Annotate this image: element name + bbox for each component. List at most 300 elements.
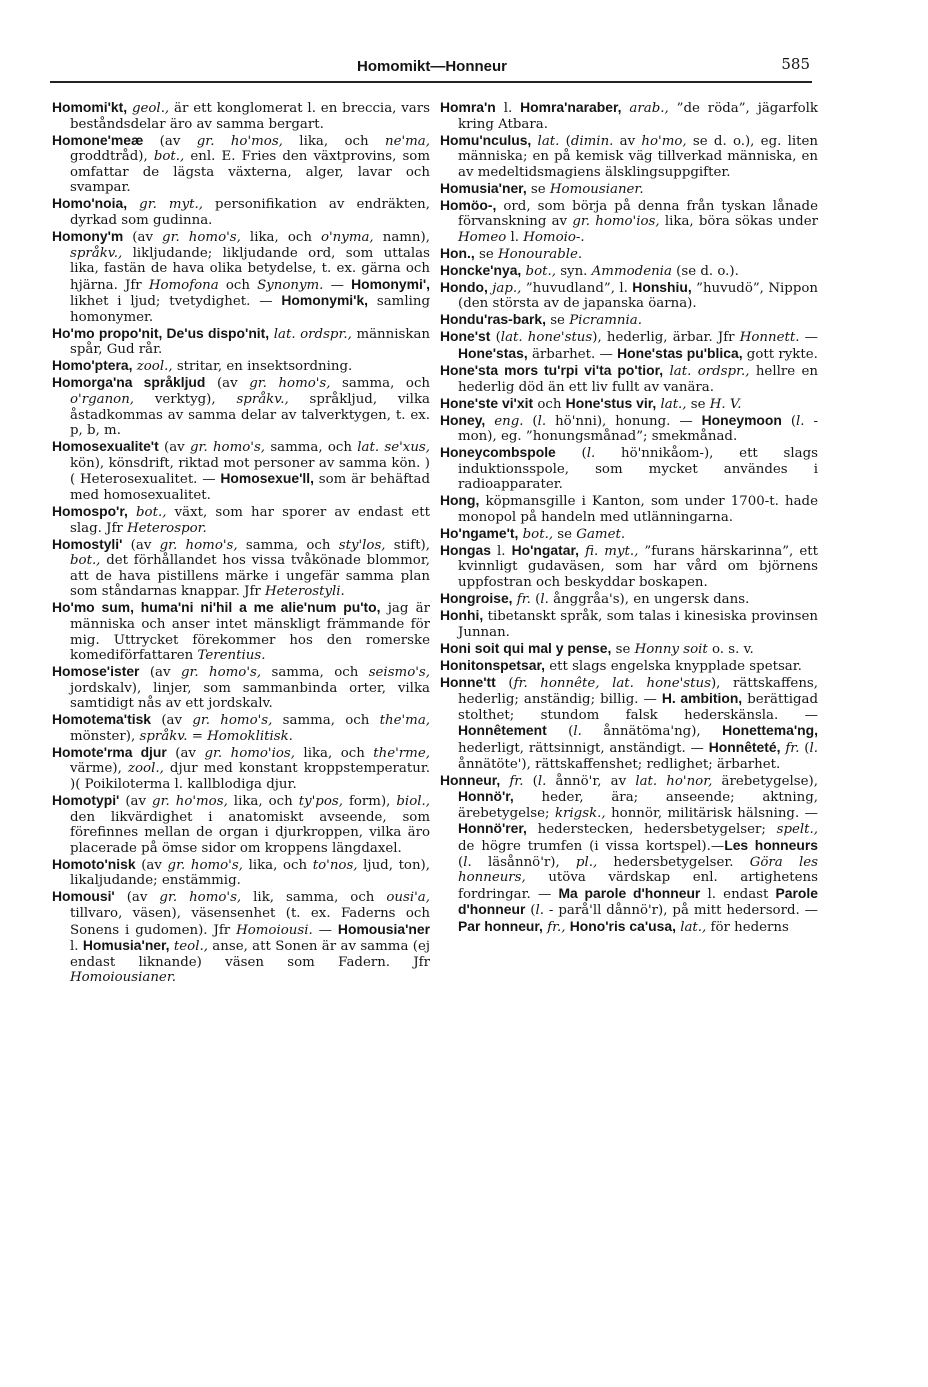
entry-text: tibetanskt språk, som talas i kinesiska provinsen Junnan. (458, 609, 818, 640)
entry-text: groddtråd), (70, 149, 154, 165)
entry-text: (av (122, 537, 160, 553)
page-number: 585 (781, 55, 810, 73)
entry-italic-text: ho'mo, (641, 133, 687, 149)
entry-italic-text: seismo's, (368, 665, 430, 681)
entry-text: se (545, 313, 570, 329)
dictionary-entry (440, 363, 818, 395)
entry-text: gott rykte. (742, 347, 818, 363)
entry-italic-text: Synonym. (257, 277, 324, 293)
entry-italic-text: o'nyma, (320, 229, 374, 245)
entry-text: — (323, 277, 352, 293)
entry-text: berättigad stolthet; stundom falsk hederskänsla. — (458, 692, 819, 723)
entry-headword: Honneur, (440, 771, 501, 788)
entry-italic-text: Homoiousi. (236, 922, 313, 938)
entry-text: lika, och (240, 229, 321, 245)
entry-text: ( (525, 903, 536, 919)
entry-text: stift), (385, 537, 431, 553)
entry-bold-term: Honshiu, (632, 278, 692, 295)
entry-text: ( (458, 854, 464, 870)
dictionary-entry (440, 198, 818, 246)
entry-bold-term: Homousia'ner (337, 920, 430, 937)
entry-headword: Hone'st (440, 328, 491, 345)
entry-italic-text: gr. homo's, (192, 713, 273, 729)
entry-headword: Hone'ste vi'xit (440, 394, 534, 411)
entry-text: hö'nni), honung. — (546, 413, 702, 429)
entry-text: l. (506, 229, 524, 245)
entry-text: samma, och (261, 665, 369, 681)
entry-text: hederligt, rättsinnigt, anständigt. — (458, 740, 709, 756)
dictionary-entry (52, 133, 430, 196)
entry-headword: Honey, (440, 411, 486, 428)
entry-italic-text: lat. ho'nor, (635, 773, 713, 789)
entry-text: l. endast (700, 886, 776, 902)
entry-text: köpmansgille i Kanton, som under 1700-t. hade monopol på handeln med utlänningarna. (458, 494, 818, 525)
entry-headword: Honhi, (440, 607, 484, 624)
entry-text: lika, och (294, 745, 374, 761)
entry-headword: Homu'nculus, (440, 131, 532, 148)
entry-text: jag är människa och anser intet mänskligt främmande för mig. Uttrycket förekommer hos den romerske komediförfattaren (70, 601, 430, 664)
entry-headword: Hondu'ras-bark, (440, 311, 546, 328)
entry-bold-term: Homusia'ner, (82, 937, 170, 954)
entry-italic-text: lat. (537, 133, 560, 149)
entry-text: de högre trumfen (i vissa kortspel).— (458, 838, 725, 854)
entry-italic-text: gr. homo's, (162, 229, 241, 245)
entry-bold-term: Hone'stus vir, (565, 394, 657, 411)
entry-italic-text: Honny soit (634, 641, 708, 657)
entry-italic-text: gr. homo's, (180, 665, 262, 681)
entry-italic-text: krigsk., (554, 805, 606, 821)
dictionary-entry (440, 100, 818, 132)
entry-text: lika, och (227, 794, 299, 809)
entry-text: (av (151, 713, 193, 729)
entry-text: (av (123, 229, 163, 245)
entry-text: syn. (555, 263, 592, 279)
entry-text: ( (559, 133, 571, 149)
entry-text: ånnätöte'), rättskaffenshet; redlighet; ärbarhet. (458, 756, 781, 772)
entry-italic-text: Homousianer. (549, 181, 644, 197)
entry-text: som är behäftad med homosexualitet. (70, 472, 430, 503)
entry-text: djur med konstant kroppstemperatur. )( Poikiloterma l. kallblodiga djur. (70, 761, 430, 793)
entry-italic-text: zool., (136, 359, 173, 375)
entry-italic-text: arab., (629, 101, 669, 116)
dictionary-entry (440, 608, 818, 640)
dictionary-entry (440, 773, 818, 936)
entry-italic-text: eng. (494, 413, 524, 429)
entry-italic-text: gr. myt., (139, 197, 203, 213)
entry-text: samma, och (237, 537, 339, 553)
entry-text (485, 414, 494, 429)
dictionary-entry (440, 413, 818, 445)
entry-italic-text: H. V. (709, 396, 742, 412)
entry-text: ( (490, 330, 501, 346)
entry-text: det förhållandet hos vissa tvåkönade blommor, att de hava pistillens märke i ungefär samma plan som ståndarnas knappar. Jfr (70, 553, 430, 600)
entry-headword: Homöo-, (440, 196, 497, 213)
entry-headword: Homotema'tisk (52, 711, 152, 728)
entry-text: (av (166, 745, 205, 761)
entry-text: ( (523, 773, 538, 789)
entry-headword: Ho'mo propo'nit, De'us dispo'nit, (52, 324, 270, 341)
dictionary-entry (440, 543, 818, 591)
entry-italic-text: geol., (131, 101, 170, 116)
entry-headword: Homospo'r, (52, 502, 128, 519)
entry-headword: Hon., (440, 244, 475, 261)
entry-bold-term: Hone'stas pu'blica, (617, 345, 743, 362)
entry-text: kön), könsdrift, riktad mot personer av samma kön. )( Heterosexualitet. — (70, 455, 430, 488)
entry-bold-term: Honeymoon (701, 411, 782, 428)
entry-text: — (799, 330, 818, 346)
entry-headword: Homote'rma djur (52, 743, 167, 760)
entry-bold-term: Homonymi'k, (281, 292, 369, 309)
entry-text: heder, ära; anseende; aktning, ärebetygelse; (458, 790, 818, 821)
entry-italic-text: Heterostyli. (265, 584, 345, 600)
entry-text: för hederns (706, 919, 789, 935)
dictionary-entry (52, 229, 430, 326)
entry-text: (av (135, 857, 168, 873)
dictionary-entry (440, 591, 818, 608)
entry-italic-text: Ammodenia (591, 263, 672, 279)
entry-bold-term: Homonymi', (351, 275, 430, 292)
entry-italic-text: biol., (396, 794, 430, 809)
entry-italic-text: Homofona (148, 277, 219, 293)
entry-bold-term: Honnö'rer, (458, 820, 527, 837)
entry-text: hellre en hederlig död än ett liv fullt av vanära. (458, 364, 818, 395)
dictionary-entry (52, 375, 430, 438)
header-rule (50, 81, 812, 83)
entry-text: ljud, ton), likaljudande; enstämmig. (70, 857, 431, 889)
entry-text: tillvaro, väsen), väsensenhet (t. ex. Faderns och Sonens i gudomen). Jfr (70, 905, 430, 938)
entry-headword: Honeycombspole (440, 444, 556, 461)
entry-italic-text: språkv., (70, 245, 123, 261)
entry-italic-text: bot., (136, 504, 167, 520)
dictionary-entry (440, 658, 818, 675)
entry-italic-text: språkv., (236, 392, 289, 408)
entry-headword: Honcke'nya, (440, 261, 522, 278)
entry-headword: Hongas (440, 541, 491, 558)
entry-text: hederstecken, hedersbetygelser; (526, 822, 777, 838)
entry-bold-term: Honnêtement (458, 722, 547, 739)
entry-headword: Homusia'ner, (440, 179, 527, 196)
entry-text: se (611, 641, 635, 657)
entry-text: samma, och (265, 440, 358, 456)
entry-text: lika, och (242, 857, 313, 873)
entry-bold-term: Hone'stas, (458, 345, 528, 362)
entry-text: se (553, 526, 577, 542)
entry-italic-text: ty'pos, (298, 794, 343, 809)
entry-text: verktyg), (134, 392, 237, 408)
entry-text: ), rättskaffens, hederlig; anständig; billig. — (458, 675, 819, 708)
entry-italic-text: Heterospor. (127, 520, 207, 536)
entry-text: personifikation av endräkten, dyrkad som gudinna. (70, 197, 430, 228)
entry-italic-text: lat., (660, 396, 687, 412)
entry-bold-term: Homosexue'll, (220, 470, 314, 487)
entry-text: ( (523, 413, 538, 429)
dictionary-entry (440, 181, 818, 198)
entry-text: samling homonymer. (70, 294, 430, 325)
entry-italic-text: lat. hone'stus (500, 330, 593, 346)
entry-text: ( (781, 413, 797, 429)
entry-text: värme), (70, 761, 128, 777)
entry-text: ( (555, 446, 587, 462)
entry-text: lika, och (282, 133, 385, 149)
entry-text: stritar, en insektsordning. (172, 359, 353, 375)
entry-bold-term: Honettema'ng, (722, 722, 818, 739)
entry-italic-text: fr. (516, 592, 531, 608)
dictionary-entry (440, 526, 818, 543)
entry-text: hedersbetygelser. (597, 854, 750, 870)
entry-headword: Hone'sta mors tu'rpi vi'ta po'tior, (440, 362, 664, 379)
entry-text: samma, och (272, 713, 380, 729)
entry-text: ånggråa's), en ungersk dans. (548, 592, 750, 608)
entry-italic-text: spelt., (776, 822, 818, 838)
entry-text: likljudande; likljudande ord, som uttalas lika, fastän de hava olika betydelse, t. ex. gärna och hjärna. Jfr (70, 245, 430, 293)
dictionary-entry (440, 396, 818, 413)
dictionary-entry (52, 664, 430, 712)
dictionary-entry (52, 196, 430, 228)
entry-text: ett slags engelska knypplade spetsar. (544, 658, 802, 674)
entry-italic-text: gr. homo'ios, (572, 214, 660, 230)
entry-italic-text: fr. (785, 740, 800, 756)
entry-headword: Ho'mo sum, huma'ni ni'hil a me alie'num pu'to, (52, 599, 381, 616)
entry-italic-text: gr. ho'mos, (196, 133, 283, 149)
entry-italic-text: bot., (522, 526, 554, 542)
entry-italic-text: Homoio-. (523, 229, 585, 245)
entry-bold-term: Parole d'honneur (458, 884, 818, 918)
dictionary-entry (440, 641, 818, 658)
dictionary-entry (52, 326, 430, 358)
entry-headword: Homo'ptera, (52, 357, 133, 374)
entry-bold-term: Par honneur, (458, 917, 543, 934)
dictionary-entry (52, 504, 430, 536)
dictionary-entry (52, 889, 430, 986)
entry-italic-text: o'rganon, (70, 392, 135, 408)
entry-text: lika, böra sökas under (659, 214, 818, 230)
dictionary-entry (440, 312, 818, 329)
entry-italic-text: språkv. = Homoklitisk. (139, 728, 293, 744)
entry-italic-text: ousi'a, (386, 890, 430, 906)
entry-text (128, 505, 136, 520)
entry-headword: Homose'ister (52, 663, 140, 680)
entry-italic-text: bot., (153, 149, 185, 165)
entry-italic-text: fr. honnête, lat. hone'stus (513, 675, 711, 691)
entry-text: ärbarhet. — (527, 347, 618, 363)
entry-text: utöva värdskap enl. artighetens fordringar. — (458, 870, 818, 902)
entry-text: och (218, 277, 258, 293)
entry-text: (av (139, 665, 181, 681)
dictionary-entry (52, 600, 430, 663)
dictionary-entry (440, 329, 818, 362)
entry-text: (av (143, 133, 197, 149)
dictionary-entry (52, 358, 430, 375)
entry-text: av (613, 133, 642, 149)
entry-text: o. s. v. (707, 641, 754, 657)
entry-italic-text: bot., (70, 553, 101, 569)
entry-italic-text: l. (463, 854, 472, 870)
entry-text: namn), (373, 229, 430, 245)
entry-text: — (312, 922, 338, 938)
entry-bold-term: Homra'naraber, (520, 99, 622, 115)
entry-headword: Honi soit qui mal y pense, (440, 639, 612, 656)
entry-text: läsånnö'r), (471, 854, 576, 870)
entry-italic-text: fr. (509, 773, 524, 789)
entry-text: ånnö'r, av (546, 773, 636, 789)
entry-text: lik, samma, och (241, 890, 387, 906)
entry-italic-text: l. (537, 413, 547, 429)
dictionary-entry (440, 246, 818, 263)
entry-text: ”furans härskarinna”, ett kvinnligt gudaväsen, som har vård om björnens uppfostran och beskyddar boskapen. (458, 543, 819, 591)
entry-italic-text: l. (535, 903, 544, 919)
entry-italic-text: the'rme, (373, 745, 430, 761)
entry-italic-text: gr. homo's, (159, 890, 242, 906)
entry-headword: Homostyli' (52, 535, 123, 552)
entry-italic-text: gr. homo's, (190, 440, 266, 456)
entry-bold-term: Ma parole d'honneur (558, 884, 701, 901)
entry-italic-text: lat. ordspr., (273, 326, 352, 342)
entry-text: l. (495, 101, 521, 116)
entry-headword: Homosexualite't (52, 438, 159, 455)
entry-text: se (686, 396, 710, 412)
entry-text: växt, som har sporer av endast ett slag. Jfr (70, 504, 430, 536)
entry-text: människan spår, Gud rår. (70, 326, 430, 358)
entry-headword: Homoto'nisk (52, 855, 136, 872)
entry-text: ( (495, 675, 514, 691)
dictionary-entry (440, 675, 818, 773)
entry-headword: Homra'n (440, 99, 496, 115)
entry-text: jordskalv), linjer, som sammanbinda orter, vilka samtidigt nås av ett jordskalv. (70, 680, 430, 712)
entry-text: mönster), (70, 728, 140, 744)
entry-italic-text: ne'ma, (384, 133, 430, 149)
entry-italic-text: Honourable. (497, 246, 583, 262)
entry-text: den likvärdighet i anatomiskt avseende, som förefinnes mellan de organ i djurkroppen, vilka äro placerade på ömse sidor om kroppens längdaxel. (70, 809, 430, 856)
entry-headword: Hongroise, (440, 590, 513, 607)
entry-text: l. (490, 543, 512, 559)
entry-text: ärebetygelse), (712, 773, 818, 789)
entry-bold-term: H. ambition, (661, 690, 743, 707)
dictionary-entry (440, 133, 818, 181)
entry-italic-text: Terentius. (197, 648, 266, 664)
entry-text: (se d. o.). (671, 263, 739, 279)
entry-headword: Homotypi' (52, 792, 120, 808)
entry-italic-text: the'ma, (379, 713, 431, 729)
entry-italic-text: dimin. (570, 133, 614, 149)
entry-italic-text: fi. myt., (585, 543, 639, 559)
entry-text: form), (342, 794, 397, 809)
entry-text: se (474, 246, 498, 262)
entry-text: ånnätöma'ng), (581, 724, 723, 740)
entry-text: ”huvudö”, Nippon (den största av de japanska öarna). (458, 280, 819, 312)
entry-text: (av (114, 890, 160, 906)
entry-text: samma, och (330, 376, 431, 392)
dictionary-entry (52, 857, 430, 889)
entry-headword: Homorga'na språkljud (52, 374, 206, 391)
entry-italic-text: bot., (525, 263, 556, 279)
entry-italic-text: jap., (492, 280, 522, 296)
entry-italic-text: gr. homo's, (249, 376, 331, 392)
entry-headword: Homo'noia, (52, 195, 128, 212)
entry-text: ( (546, 724, 574, 740)
entry-bold-term: Honnö'r, (458, 788, 514, 805)
entry-text: ), hederlig, ärbar. Jfr (592, 330, 740, 346)
entry-text: och (533, 396, 566, 412)
entry-bold-term: Ho'ngatar, (511, 541, 579, 558)
entry-italic-text: Gamet. (576, 526, 626, 542)
entry-text: ”huvudland”, l. (521, 280, 633, 296)
entry-italic-text: l. (540, 592, 549, 608)
entry-text: (av (119, 794, 153, 809)
entry-headword: Honne'tt (440, 673, 496, 690)
entry-italic-text: l. (573, 724, 582, 740)
entry-text: anse, att Sonen är av samma (ej endast liknande) väsen som Fadern. Jfr (70, 939, 430, 970)
entry-italic-text: sty'los, (338, 537, 386, 553)
entry-bold-term: Honnêteté, (708, 738, 781, 755)
entry-italic-text: l. (537, 773, 547, 789)
dictionary-entry (440, 263, 818, 280)
page-header (50, 55, 814, 81)
entry-text: (av (158, 440, 190, 456)
entry-italic-text: l. (796, 413, 805, 429)
entry-headword: Hondo, (440, 278, 488, 295)
dictionary-entry (52, 100, 430, 132)
entry-text: är ett konglomerat l. en breccia, vars beståndsdelar äro av samma bergart. (70, 101, 430, 132)
left-column (52, 100, 430, 986)
entry-italic-text: l. (809, 740, 818, 756)
entry-italic-text: Honnett. (739, 330, 800, 346)
dictionary-entry (52, 712, 430, 744)
dictionary-entry (440, 280, 818, 312)
entry-italic-text: lat. se'xus, (357, 440, 431, 456)
entry-text: se (526, 181, 550, 197)
entry-headword: Ho'ngame't, (440, 524, 519, 541)
entry-bold-term: Les honneurs (724, 836, 818, 853)
entry-italic-text: l. (586, 446, 596, 462)
entry-italic-text: zool., (127, 761, 164, 777)
entry-italic-text: gr. ho'mos, (152, 794, 228, 809)
entry-text: -mon), eg. ”honungsmånad”; smekmånad. (458, 413, 818, 445)
entry-text: ord, som börja på denna från tyskan lånade förvanskning av (458, 198, 818, 230)
entry-text (500, 774, 509, 789)
entry-text: honnör, militärisk hälsning. — (605, 805, 818, 821)
entry-text: enl. E. Fries den växtprovins, som omfattar de lägsta växterna, alger, lavar och svampar. (70, 149, 430, 196)
entry-text: ( (799, 740, 810, 756)
running-head: Homomikt—Honneur (357, 58, 507, 75)
entry-headword: Homousi' (52, 888, 115, 905)
entry-headword: Homone'meæ (52, 131, 144, 148)
entry-text: se d. o.), eg. liten människa; en på kemisk väg tillverkad människa, en av medeltidsmagiens älsklingsuppgifter. (458, 133, 819, 180)
entry-headword: Homomi'kt, (52, 99, 128, 115)
entry-italic-text: pl., (575, 854, 598, 870)
entry-italic-text: lat. ordspr., (669, 364, 750, 380)
dictionary-entry (52, 745, 430, 793)
entry-text: - parå'll dånnö'r), på mitt hedersord. — (544, 903, 818, 919)
dictionary-entry (52, 439, 430, 503)
entry-italic-text: to'nos, (312, 857, 358, 873)
entry-italic-text: teol., (173, 939, 208, 955)
entry-italic-text: gr. homo's, (159, 537, 238, 553)
entry-italic-text: Picramnia. (569, 313, 642, 329)
right-column (440, 100, 818, 936)
dictionary-entry (52, 537, 430, 600)
entry-italic-text: gr. homo'ios, (204, 745, 295, 761)
entry-italic-text: fr., (547, 919, 566, 935)
entry-italic-text: lat., (680, 919, 707, 935)
entry-text: l. (70, 939, 83, 955)
entry-italic-text: gr. homo's, (167, 857, 243, 873)
entry-bold-term: Hono'ris ca'usa, (569, 917, 676, 934)
entry-headword: Homony'm (52, 227, 124, 244)
dictionary-entry (52, 793, 430, 856)
entry-text: hö'nnikåom-), ett slags induktionsspole, som mycket användes i radioapparater. (458, 446, 818, 493)
entry-text: ”de röda”, jägarfolk kring Atbara. (458, 101, 818, 132)
entry-headword: Hong, (440, 492, 480, 509)
